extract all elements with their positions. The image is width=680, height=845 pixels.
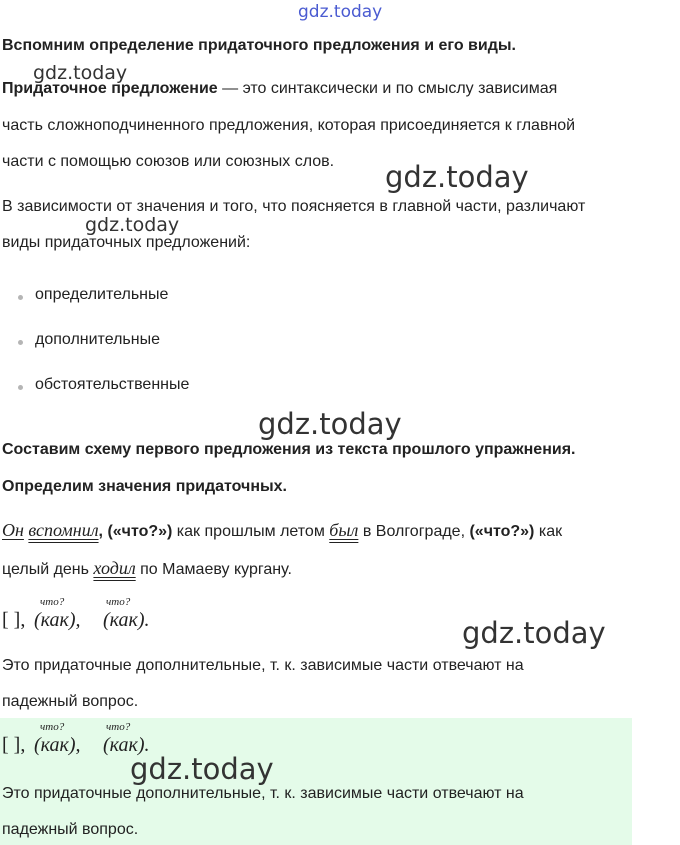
question-what: , («что?») <box>98 523 173 540</box>
heading-scheme: Составим схему первого предложения из текста прошлого упражнения. <box>2 441 576 458</box>
sentence-line-1 <box>2 518 562 544</box>
heading-recall: Вспомним определение придаточного предложения и его виды. <box>2 37 516 54</box>
sentence-line-2 <box>2 556 292 582</box>
sentence-fragment: в Волгограде, <box>358 523 470 540</box>
list-item: дополнительные <box>35 331 160 348</box>
definition-line-3: части с помощью союзов или союзных слов. <box>2 153 335 170</box>
scheme-subordinate-clause: (как). <box>103 609 150 631</box>
sentence-fragment: целый день <box>2 561 94 578</box>
top-watermark-link[interactable]: gdz.today <box>298 2 383 22</box>
scheme-main-clause: [ ], <box>2 609 26 631</box>
conclusion-line-1: Это придаточные дополнительные, т. к. зависимые части отвечают на <box>2 785 524 802</box>
scheme-subordinate-clause: (как), <box>34 609 81 631</box>
definition-line-2: часть сложноподчиненного предложения, которая присоединяется к главной <box>2 117 576 134</box>
sentence-fragment: как <box>534 523 563 540</box>
scheme-subordinate-clause: (как). <box>103 734 150 756</box>
watermark: gdz.today <box>33 62 128 84</box>
scheme-question: что? <box>40 596 65 608</box>
conclusion-line-1: Это придаточные дополнительные, т. к. зависимые части отвечают на <box>2 657 524 674</box>
scheme-subordinate-clause: (как), <box>34 734 81 756</box>
types-intro-line-2: виды придаточных предложений: <box>2 234 251 251</box>
bullet-icon <box>18 295 23 300</box>
watermark: gdz.today <box>130 752 274 786</box>
heading-meanings: Определим значения придаточных. <box>2 478 287 495</box>
watermark: gdz.today <box>85 214 180 236</box>
scheme-question: что? <box>40 721 65 733</box>
predicate-word: ходил <box>93 558 136 578</box>
watermark: gdz.today <box>385 160 529 194</box>
definition-line-1 <box>2 79 557 99</box>
scheme-question: что? <box>106 721 131 733</box>
predicate-word: был <box>329 520 359 540</box>
watermark: gdz.today <box>462 616 606 650</box>
sentence-fragment: по Мамаеву кургану. <box>135 561 292 578</box>
bullet-icon <box>18 385 23 390</box>
definition-term: Придаточное предложение <box>2 80 218 97</box>
list-item: обстоятельственные <box>35 376 190 393</box>
scheme-question: что? <box>106 596 131 608</box>
sentence-fragment: как прошлым летом <box>172 523 330 540</box>
scheme-main-clause: [ ], <box>2 734 26 756</box>
types-intro-line-1: В зависимости от значения и того, что поясняется в главной части, различают <box>2 198 586 215</box>
subject-word: Он <box>2 520 24 540</box>
bullet-icon <box>18 340 23 345</box>
conclusion-line-2: падежный вопрос. <box>2 821 139 838</box>
question-what: («что?») <box>469 523 535 540</box>
conclusion-line-2: падежный вопрос. <box>2 693 139 710</box>
list-item: определительные <box>35 286 169 303</box>
predicate-word: вспомнил <box>28 520 99 540</box>
watermark: gdz.today <box>258 407 402 441</box>
definition-dash-text: — это синтаксически и по смыслу зависимая <box>217 80 558 97</box>
